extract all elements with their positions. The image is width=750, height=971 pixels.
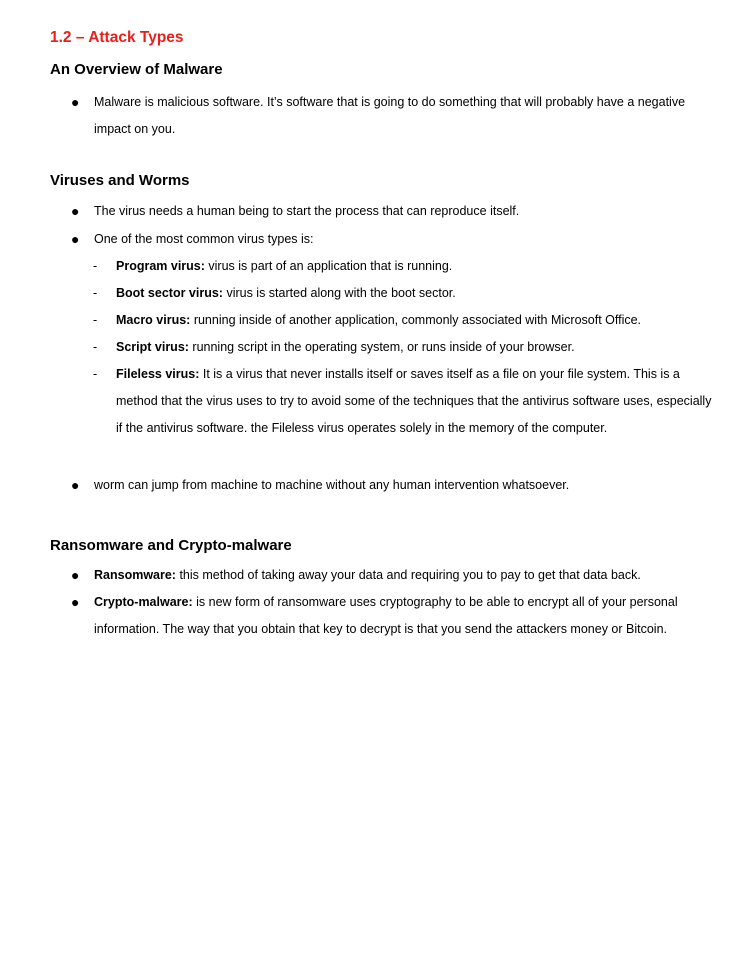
virus-type-term: Macro virus: (116, 313, 191, 327)
virus-type-term: Script virus: (116, 340, 189, 354)
virus-type-text: running script in the operating system, or runs inside of your browser. (188, 340, 575, 354)
virus-type-item (93, 361, 714, 442)
ransomware-text: this method of taking away your data and requiring you to pay to get that data back. (175, 568, 641, 582)
virus-type-term: Fileless virus: (116, 367, 200, 381)
bullet-icon: ● (71, 594, 80, 610)
bullet-text: Malware is malicious software. It’s software that is going to do something that will probably have a negative impact on you. (94, 95, 686, 136)
list-item (71, 562, 714, 589)
ransomware-term: Ransomware: (94, 568, 176, 582)
dash-marker: - (93, 259, 98, 273)
virus-type-item (93, 253, 714, 280)
dash-marker: - (93, 340, 98, 354)
ransomware-term: Crypto-malware: (94, 595, 193, 609)
bullet-icon: ● (71, 203, 80, 219)
virus-type-term: Program virus: (116, 259, 205, 273)
virus-type-term: Boot sector virus: (116, 286, 223, 300)
bullet-text: The virus needs a human being to start the process that can reproduce itself. (94, 204, 520, 218)
virus-type-item (93, 307, 714, 334)
virus-type-item (93, 280, 714, 307)
heading-viruses-worms: Viruses and Worms (50, 172, 190, 189)
bullet-text: One of the most common virus types is: (94, 232, 314, 246)
list-item (71, 198, 714, 225)
bullet-icon: ● (71, 477, 80, 493)
list-item (71, 589, 714, 643)
bullet-icon: ● (71, 94, 80, 110)
dash-marker: - (93, 367, 98, 381)
list-item (71, 226, 714, 253)
bullet-icon: ● (71, 231, 80, 247)
section-title: 1.2 – Attack Types (50, 29, 184, 46)
bullet-icon: ● (71, 567, 80, 583)
virus-type-text: running inside of another application, commonly associated with Microsoft Office. (190, 313, 642, 327)
virus-type-text: virus is part of an application that is running. (204, 259, 453, 273)
list-item (71, 89, 714, 143)
virus-type-item (93, 334, 714, 361)
dash-marker: - (93, 286, 98, 300)
heading-ransomware: Ransomware and Crypto-malware (50, 537, 292, 554)
heading-overview: An Overview of Malware (50, 61, 223, 78)
dash-marker: - (93, 313, 98, 327)
ransomware-text: is new form of ransomware uses cryptography to be able to encrypt all of your personal information. The way that you obtain that key to decrypt is that you send the attackers money or Bitcoin. (94, 595, 678, 636)
virus-type-text: It is a virus that never installs itself or saves itself as a file on your file system. This is a method that the virus uses to try to avoid some of the techniques that the antivirus software uses, especially if the antivirus software. the Fileless virus operates solely in the memory of the computer. (116, 367, 712, 435)
bullet-text: worm can jump from machine to machine without any human intervention whatsoever. (94, 478, 570, 492)
virus-type-text: virus is started along with the boot sector. (222, 286, 456, 300)
list-item (71, 472, 714, 499)
